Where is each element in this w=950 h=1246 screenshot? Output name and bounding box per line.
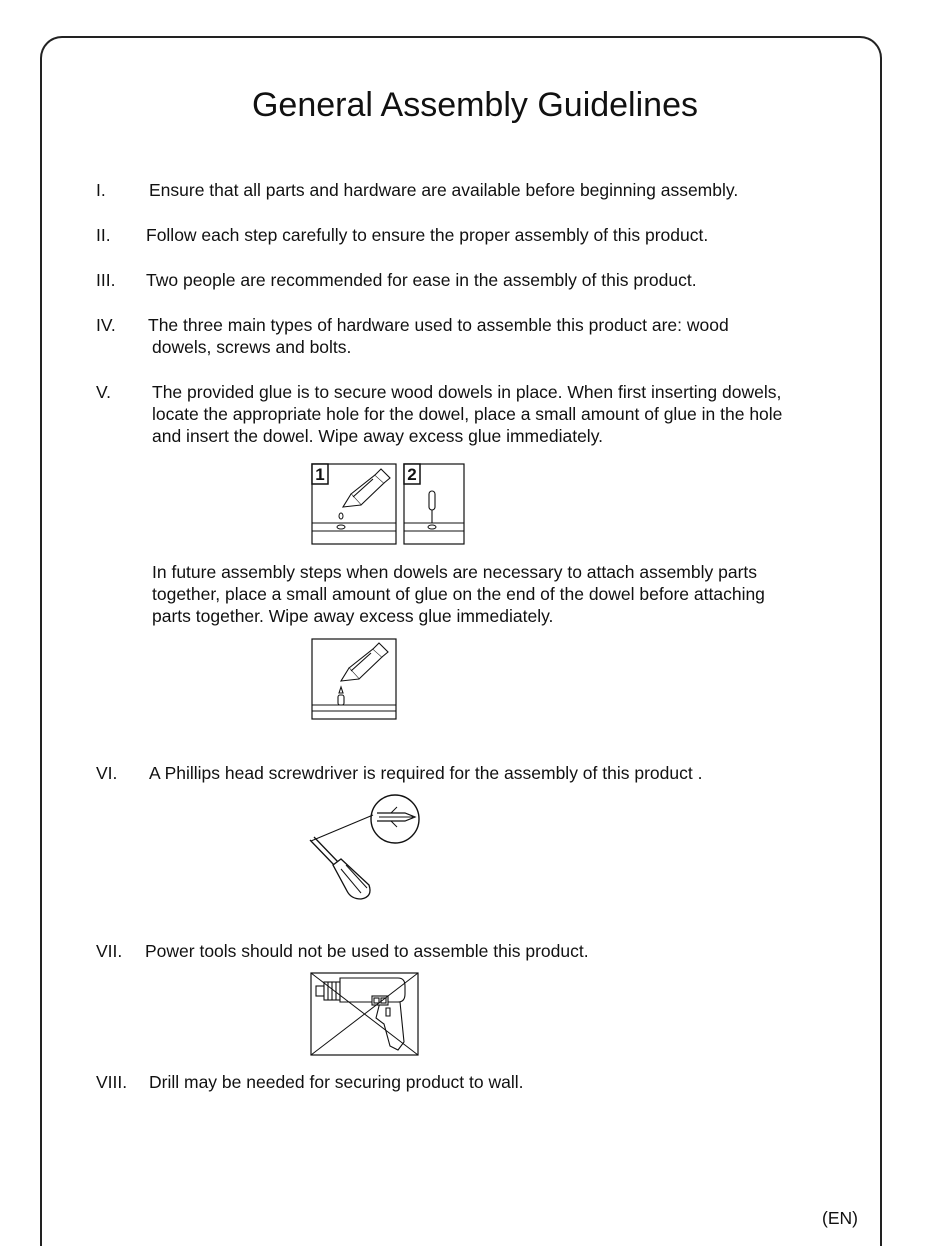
guideline-text-5-line-3: and insert the dowel. Wipe away excess glue immediately. xyxy=(152,426,604,446)
page-border xyxy=(40,36,882,1246)
glue-step-2-figure xyxy=(403,463,465,545)
guideline-text-7: Power tools should not be used to assemble this product. xyxy=(145,941,589,961)
guideline-text-2: Follow each step carefully to ensure the proper assembly of this product. xyxy=(146,225,709,245)
guideline-numeral-2: II. xyxy=(96,225,111,245)
guideline-text-4-line-2: dowels, screws and bolts. xyxy=(152,337,352,357)
guideline-numeral-3: III. xyxy=(96,270,116,290)
screwdriver-figure xyxy=(305,793,425,905)
glue-step-2-label: 2 xyxy=(407,465,417,484)
guideline-numeral-6: VI. xyxy=(96,763,118,783)
page-title: General Assembly Guidelines xyxy=(251,86,698,124)
guideline-text-5-line-1: The provided glue is to secure wood dowels in place. When first inserting dowels, xyxy=(152,382,782,402)
guideline-numeral-1: I. xyxy=(96,180,106,200)
guideline-numeral-5: V. xyxy=(96,382,111,402)
guideline-text-6: A Phillips head screwdriver is required for the assembly of this product . xyxy=(149,763,703,783)
glue-step-1-figure xyxy=(311,463,397,545)
guideline-text-1: Ensure that all parts and hardware are available before beginning assembly. xyxy=(149,180,739,200)
dowel-note-line-2: together, place a small amount of glue on the end of the dowel before attaching xyxy=(152,584,765,604)
guideline-text-8: Drill may be needed for securing product to wall. xyxy=(149,1072,524,1092)
guideline-numeral-8: VIII. xyxy=(96,1072,128,1092)
screwdriver-icon xyxy=(305,793,425,905)
glue-on-dowel-figure xyxy=(311,638,397,720)
guideline-text-5-line-2: locate the appropriate hole for the dowel, place a small amount of glue in the hole xyxy=(152,404,783,424)
glue-step-1-label: 1 xyxy=(315,465,325,484)
guideline-text-4-line-1: The three main types of hardware used to assemble this product are: wood xyxy=(148,315,729,335)
guideline-numeral-4: IV. xyxy=(96,315,116,335)
guideline-numeral-7: VII. xyxy=(96,941,123,961)
dowel-note-line-3: parts together. Wipe away excess glue immediately. xyxy=(152,606,554,626)
language-tag: (EN) xyxy=(822,1208,858,1228)
no-power-tools-figure xyxy=(310,972,420,1058)
dowel-note-line-1: In future assembly steps when dowels are necessary to attach assembly parts xyxy=(152,562,758,582)
guideline-text-3: Two people are recommended for ease in the assembly of this product. xyxy=(146,270,697,290)
